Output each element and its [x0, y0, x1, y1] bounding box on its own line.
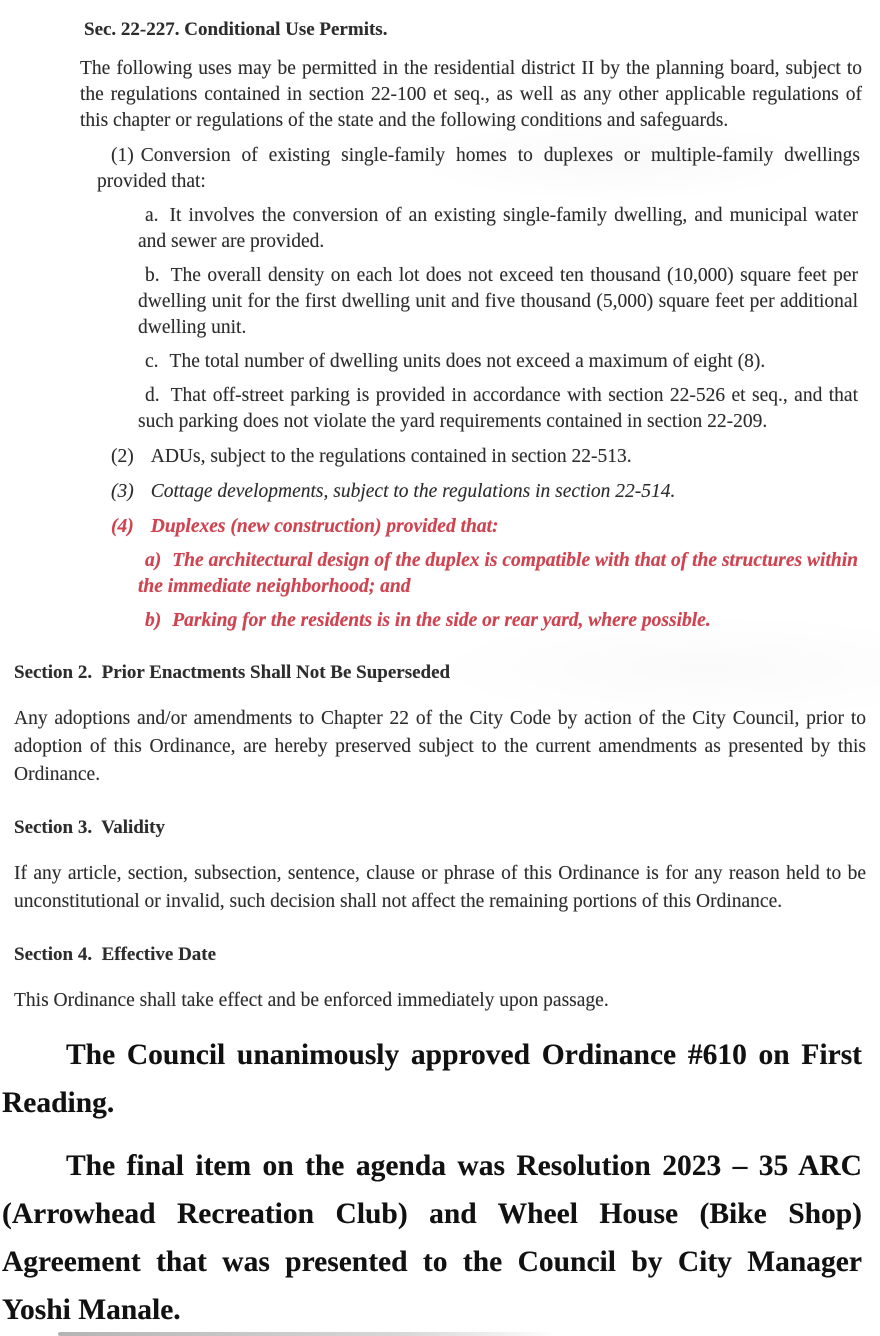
- list-item-text: ADUs, subject to the regulations contained in section 22-513.: [150, 446, 632, 467]
- list-item-text: The overall density on each lot does not exceed ten thousand (10,000) square feet per dwelling unit for the first dwelling unit and five thousand (5,000) square feet per additional dwelling unit.: [138, 265, 858, 338]
- list-item-text: It involves the conversion of an existing single-family dwelling, and municipal water and sewer are provided.: [138, 205, 858, 252]
- council-minutes-block: [0, 1031, 880, 1334]
- list-subitem-4a: [138, 548, 858, 600]
- list-item-text: Duplexes (new construction) provided that:: [150, 516, 499, 537]
- list-item-marker: d.: [145, 385, 160, 406]
- list-item-marker: (4): [111, 516, 134, 537]
- list-item-marker: (3): [111, 481, 134, 502]
- list-subitem-1d: [138, 383, 858, 435]
- minutes-paragraph-approval: The Council unanimously approved Ordinance #610 on First Reading.: [2, 1039, 862, 1119]
- list-subitem-1c: [138, 349, 858, 375]
- section-3-body: If any article, section, subsection, sentence, clause or phrase of this Ordinance is for any reason held to be unconstitutional or invalid, such decision shall not affect the remaining portions of this Ordinance.: [14, 863, 866, 912]
- list-item-text: The total number of dwelling units does not exceed a maximum of eight (8).: [169, 351, 766, 372]
- list-item-text: That off-street parking is provided in accordance with section 22-526 et seq., and that such parking does not violate the yard requirements contained in section 22-209.: [138, 385, 858, 432]
- list-subitem-1a: [138, 203, 858, 255]
- scan-artifact: [58, 1332, 558, 1336]
- list-item-1: [97, 143, 860, 195]
- list-item-text: Parking for the residents is in the side or rear yard, where possible.: [172, 610, 711, 631]
- list-item-3: [97, 479, 860, 505]
- list-item-marker: c.: [145, 351, 159, 372]
- list-item-marker: a): [145, 550, 162, 571]
- list-item-marker: b): [145, 610, 162, 631]
- section-4-body: This Ordinance shall take effect and be enforced immediately upon passage.: [14, 990, 609, 1011]
- list-item-marker: b.: [145, 265, 160, 286]
- section-2-body: Any adoptions and/or amendments to Chapter 22 of the City Code by action of the City Council, prior to adoption of this Ordinance, are hereby preserved subject to the current amendments as presented by this Ordinance.: [14, 708, 866, 785]
- list-item-4: [97, 514, 860, 540]
- list-item-2: [97, 444, 860, 470]
- list-item-marker: a.: [145, 205, 159, 226]
- list-item-marker: (2): [111, 446, 134, 467]
- list-subitem-4b: [138, 608, 858, 634]
- minutes-paragraph-final-item: The final item on the agenda was Resolution 2023 – 35 ARC (Arrowhead Recreation Club) and Wheel House (Bike Shop) Agreement that was presented to the Council by City Manager Yoshi Manale.: [2, 1150, 862, 1326]
- list-item-text: Conversion of existing single-family homes to duplexes or multiple-family dwellings provided that:: [97, 145, 860, 192]
- section-3-heading: Section 3. Validity: [14, 817, 165, 838]
- ordinance-intro-paragraph: The following uses may be permitted in the residential district II by the planning board, subject to the regulations contained in section 22-100 et seq., as well as any other applicable regulations of this chapter or regulations of the state and the following conditions and safeguards.: [80, 58, 862, 131]
- list-item-text: The architectural design of the duplex is compatible with that of the structures within the immediate neighborhood; and: [138, 550, 858, 597]
- list-item-marker: (1): [111, 145, 134, 166]
- ordinance-section-heading: Sec. 22-227. Conditional Use Permits.: [84, 19, 388, 40]
- list-item-text: Cottage developments, subject to the regulations in section 22-514.: [150, 481, 676, 502]
- section-2-heading: Section 2. Prior Enactments Shall Not Be Superseded: [14, 662, 451, 683]
- section-4-heading: Section 4. Effective Date: [14, 944, 217, 965]
- list-subitem-1b: [138, 263, 858, 341]
